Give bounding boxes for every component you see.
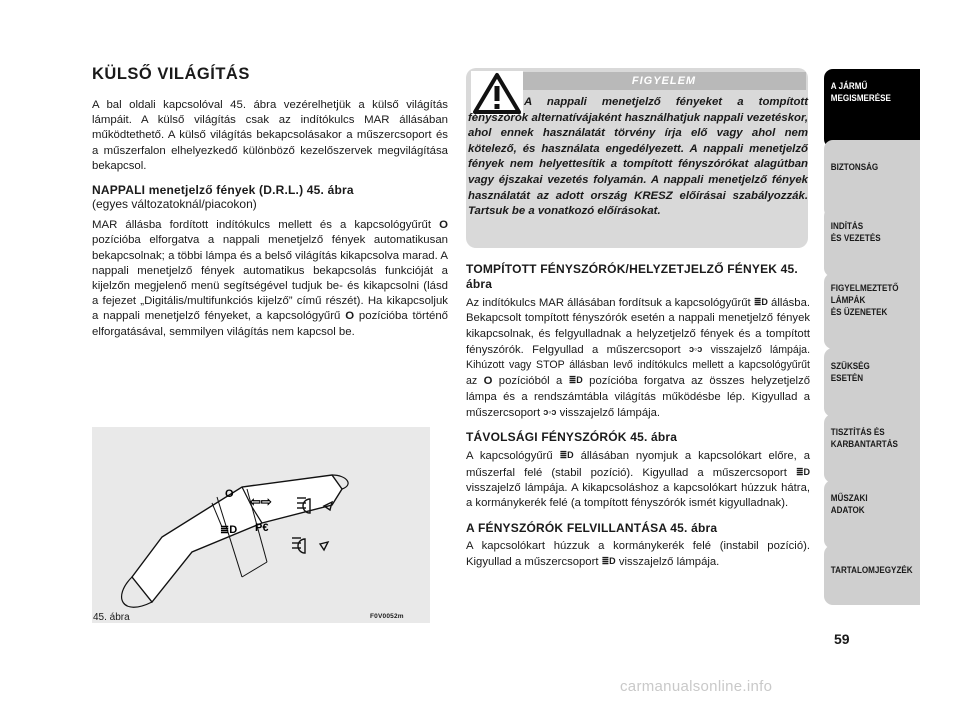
parking-label: P€: [255, 522, 269, 534]
tab-label: A JÁRMŰ: [830, 81, 868, 92]
watermark: carmanualsonline.info: [620, 678, 773, 695]
drl-text-1: MAR állásba fordított indítókulcs mellett és a kapcsológyűrűt: [92, 219, 432, 232]
high-beam-paragraph: [466, 448, 810, 511]
low-beam-text-b: állásba. Bekapcsolt tompított fényszórók esetén a nappali menetjelző fények kikapcsolnak, és felgyulladnak a helyzetjelző fények és a tompított fényszórók. Felgyullad a műszercsoport: [466, 297, 810, 356]
section-title: KÜLSŐ VILÁGÍTÁS: [92, 65, 250, 83]
high-beam-icon: [292, 538, 328, 553]
drl-paragraph: [92, 218, 448, 340]
position-light-icon: ↄ◦ↄ: [543, 407, 557, 418]
low-beam-icon: ≣D: [559, 450, 574, 461]
tab-starting-driving[interactable]: [824, 207, 920, 277]
drl-heading: NAPPALI menetjelző fények (D.R.L.) 45. ábra: [92, 183, 354, 198]
stalk-figure: [92, 427, 430, 623]
tab-label: MŰSZAKI: [830, 493, 868, 504]
tab-label: KARBANTARTÁS: [830, 439, 898, 450]
tab-vehicle-overview[interactable]: [824, 69, 920, 148]
warning-tag: FIGYELEM: [522, 72, 806, 90]
tab-label: ÉS ÜZENETEK: [830, 307, 888, 318]
tab-maintenance[interactable]: [824, 414, 920, 483]
tab-label: ÉS VEZETÉS: [830, 233, 881, 244]
high-beam-text-a: A kapcsológyűrű: [466, 450, 553, 463]
tab-label: ESETÉN: [830, 373, 864, 384]
right-column: [466, 262, 810, 570]
tab-emergency[interactable]: [824, 348, 920, 417]
light-stalk-illustration: [92, 427, 430, 623]
low-beam-text-d: pozícióból a: [498, 375, 563, 388]
figure-caption: 45. ábra: [93, 612, 130, 623]
position-light-icon: ↄ◦ↄ: [689, 343, 703, 354]
low-beam-icon: ≣D: [753, 297, 768, 307]
tab-table-of-contents[interactable]: [824, 545, 920, 605]
tab-label: MEGISMERÉSE: [830, 93, 891, 104]
flash-heading: A FÉNYSZÓRÓK FELVILLANTÁSA 45. ábra: [466, 520, 718, 535]
tab-label: FIGYELMEZTETŐ: [830, 283, 899, 294]
high-beam-icon: ≣D: [795, 466, 810, 477]
low-beam-label: ≣D: [220, 524, 238, 536]
low-beam-icon: ≣D: [568, 375, 583, 386]
tab-warning-lights[interactable]: [824, 273, 920, 349]
drl-subtitle: (egyes változatoknál/piacokon): [92, 197, 257, 212]
low-beam-text-c: visszajelző lámpája. Kihúzott vagy STOP állásban levő indítókulcs mellett a kapcsológyűrűt az: [466, 343, 811, 388]
figure-code: F0V0052m: [370, 613, 404, 620]
low-beam-text-a: Az indítókulcs MAR állásában fordítsuk a kapcsológyűrűt: [466, 297, 751, 309]
low-beam-heading: TOMPÍTOTT FÉNYSZÓRÓK/HELYZETJELZŐ FÉNYEK 45. ábra: [466, 262, 798, 291]
tab-label: LÁMPÁK: [830, 295, 866, 306]
low-beam-text-f: visszajelző lámpája.: [559, 407, 661, 420]
high-beam-heading: TÁVOLSÁGI FÉNYSZÓRÓK 45. ábra: [466, 430, 678, 445]
flash-text-a: A kapcsolókart húzzuk a kormánykerék felé (instabil pozíció). Kigyullad a műszercsoport: [466, 539, 810, 568]
low-beam-text-e: pozícióba forgatva az összes helyzetjelző lámpa és a rendszámtábla világítás működésbe lép. Kigyullad a műszercsoport: [466, 375, 810, 420]
warning-body: A nappali menetjelző fényeket a tompított fényszórók alternatívájaként használhatjuk nappali vezetéskor, ahol ennek használatát törvény írja elő vagy ahol nem kötelező, és használata engedélyezett. A nappali menetjelző fények nem helyettesítik a tompított fényszórókat alagútban vagy éjszakai vezetés folyamán. A nappali menetjelző fények használatát az adott ország KRESZ előírásai szabályozzák. Tartsuk be a vonatkozó előírásokat.: [468, 96, 808, 218]
tab-label: ADATOK: [830, 505, 865, 516]
drl-text-3: pozícióba történő elforgatásával, semmilyen világítás nem kapcsol be.: [92, 310, 448, 338]
left-column: [92, 60, 448, 340]
tab-label: INDÍTÁS: [830, 221, 864, 232]
intro-paragraph: A bal oldali kapcsolóval 45. ábra vezérelhetjük a külső világítás lámpáit. A külső világítás csak az indítókulcs MAR állásában működtethető. A külső világítás bekapcsolásakor a műszercsoport és a műszerfalon elhelyezkedő különböző kezelőszervek megvilágítása bekapcsol.: [92, 99, 448, 172]
high-beam-text-b: állásában nyomjuk a kapcsolókart előre, a műszerfal felé (stabil pozíció). Kigyullad a műszercsoport: [466, 450, 810, 479]
tab-label: SZÜKSÉG: [830, 361, 870, 372]
tab-technical-data[interactable]: [824, 480, 920, 549]
tab-label: TISZTÍTÁS ÉS: [830, 427, 885, 438]
ring-off-symbol: O: [483, 375, 493, 388]
indicator-arrows-label: ⇦⇨: [250, 494, 272, 509]
tab-label: BIZTONSÁG: [830, 162, 879, 173]
ring-off-symbol: O: [439, 219, 448, 232]
page-number: 59: [834, 631, 850, 647]
drl-text-2: pozícióba elforgatva a nappali menetjelző fények automatikusan bekapcsolnak; a többi lámpa és a belső világítás kikapcsolva marad. A nappali menetjelző fények automatikus bekapcsolás funkcióját a kijelzőn megjelenő menü segítségével tudjuk be- és kikapcsolni (lásd a fejezet „Digitális/multifunkciós kijelző” című részét). Ha kikapcsoljuk a nappali menetjelző fényeket, a kapcsológyűrű: [92, 234, 448, 323]
ring-off-symbol: O: [345, 310, 355, 323]
flash-paragraph: [466, 539, 810, 571]
tab-label: TARTALOMJEGYZÉK: [830, 565, 913, 576]
high-beam-icon: ≣D: [601, 555, 616, 566]
flash-text-b: visszajelző lámpája.: [618, 555, 720, 568]
low-beam-paragraph: [466, 295, 810, 421]
off-position-label: O: [225, 488, 234, 500]
high-beam-text-c: visszajelző lámpája. A kikapcsoláshoz a kapcsolókart húzzuk hátra, a kormánykerék felé (a tompított fényszórók ismét kigyulladnak).: [466, 481, 810, 510]
warning-text: [468, 95, 808, 220]
